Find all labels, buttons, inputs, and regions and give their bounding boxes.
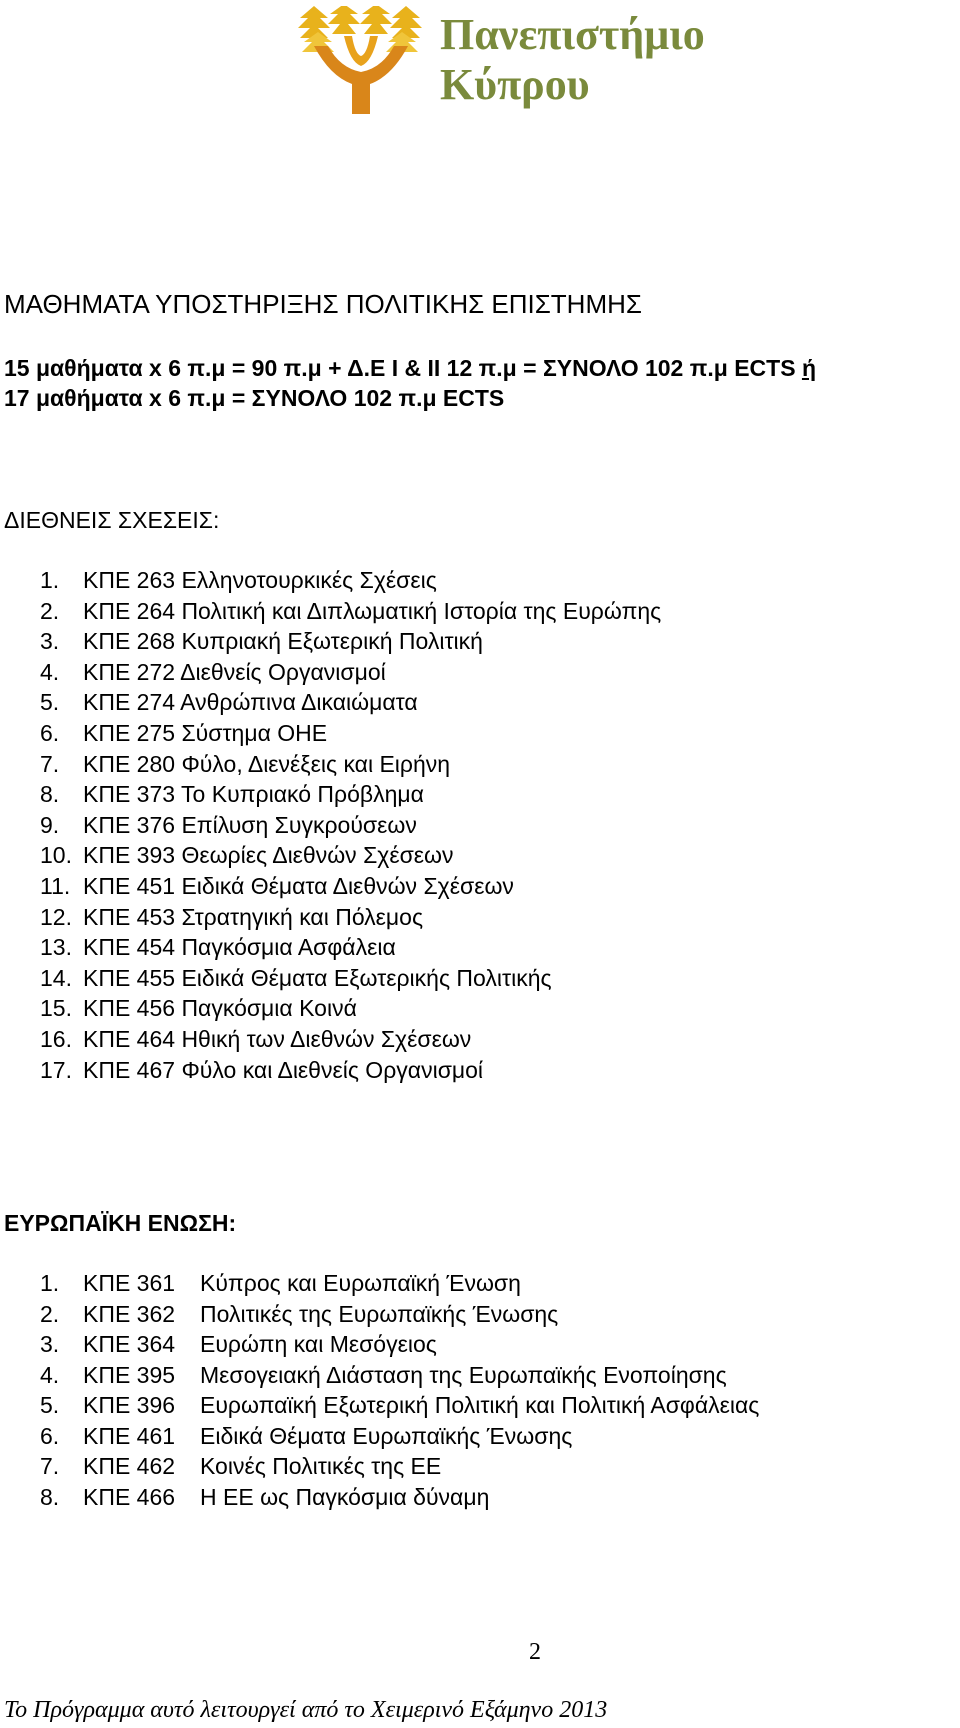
course-code: ΚΠΕ 466 (83, 1483, 176, 1510)
course-title: Κοινές Πολιτικές της ΕΕ (200, 1453, 442, 1479)
list-number: 10. (40, 842, 72, 869)
university-logo (290, 6, 750, 118)
course-title: Ευρώπη και Μεσόγειος (200, 1331, 437, 1357)
course-text: ΚΠΕ 268 Κυπριακή Εξωτερική Πολιτική (83, 628, 483, 655)
section-heading-european-union: ΕΥΡΩΠΑΪΚΗ ΕΝΩΣΗ: (4, 1210, 237, 1236)
list-number: 5. (40, 1392, 60, 1418)
course-code: ΚΠΕ 395 (83, 1361, 176, 1388)
university-name (440, 10, 705, 110)
list-number: 11. (40, 872, 71, 899)
section-heading-international-relations: ΔΙΕΘΝΕΙΣ ΣΧΕΣΕΙΣ: (4, 507, 220, 533)
list-number: 5. (40, 689, 60, 716)
list-number: 4. (40, 658, 60, 685)
course-text: ΚΠΕ 272 Διεθνείς Οργανισμοί (83, 658, 386, 685)
course-code: ΚΠΕ 364 (83, 1331, 176, 1357)
list-number: 2. (40, 597, 60, 624)
course-code: ΚΠΕ 396 (83, 1392, 176, 1418)
list-number: 16. (40, 1025, 72, 1052)
tree-logo-icon (290, 6, 430, 114)
ects-line-1-text: 15 μαθήματα x 6 π.μ = 90 π.μ + Δ.Ε Ι & ΙΙ 12 π.μ = ΣΥΝΟΛΟ 102 π.μ ECTS (4, 355, 802, 381)
list-number: 3. (40, 628, 60, 655)
course-text: ΚΠΕ 275 Σύστημα ΟΗΕ (83, 719, 328, 746)
university-name-line1: Πανεπιστήμιο (440, 10, 705, 59)
course-text: ΚΠΕ 453 Στρατηγική και Πόλεμος (83, 903, 424, 930)
course-text: ΚΠΕ 280 Φύλο, Διενέξεις και Ειρήνη (83, 750, 451, 777)
course-text: ΚΠΕ 264 Πολιτική και Διπλωματική Ιστορία της Ευρώπης (83, 597, 662, 624)
course-title: Πολιτικές της Ευρωπαϊκής Ένωσης (200, 1300, 559, 1327)
page-number: 2 (529, 1639, 541, 1665)
list-number: 7. (40, 750, 60, 777)
course-title: Ειδικά Θέματα Ευρωπαϊκής Ένωσης (200, 1422, 573, 1449)
course-text: ΚΠΕ 456 Παγκόσμια Κοινά (83, 995, 357, 1022)
footer-note: Το Πρόγραμμα αυτό λειτουργεί από το Χειμερινό Εξάμηνο 2013 (4, 1697, 608, 1723)
course-code: ΚΠΕ 362 (83, 1300, 176, 1327)
list-number: 1. (40, 567, 60, 593)
course-title: Κύπρος και Ευρωπαϊκή Ένωση (200, 1270, 521, 1296)
list-number: 4. (40, 1361, 60, 1388)
page-title: ΜΑΘΗΜΑΤΑ ΥΠΟΣΤΗΡΙΞΗΣ ΠΟΛΙΤΙΚΗΣ ΕΠΙΣΤΗΜΗΣ (4, 289, 642, 319)
course-code: ΚΠΕ 361 (83, 1270, 176, 1296)
ects-summary (4, 353, 816, 413)
list-number: 6. (40, 719, 60, 746)
ects-or: ή (801, 355, 816, 381)
list-number: 14. (40, 964, 72, 991)
course-text: ΚΠΕ 467 Φύλο και Διεθνείς Οργανισμοί (83, 1056, 484, 1083)
course-text: ΚΠΕ 263 Ελληνοτουρκικές Σχέσεις (83, 567, 437, 593)
course-code: ΚΠΕ 462 (83, 1453, 176, 1479)
course-text: ΚΠΕ 376 Επίλυση Συγκρούσεων (83, 811, 417, 838)
list-number: 15. (40, 995, 72, 1022)
list-number: 1. (40, 1270, 60, 1296)
course-text: ΚΠΕ 464 Ηθική των Διεθνών Σχέσεων (83, 1025, 472, 1052)
list-number: 8. (40, 781, 60, 808)
list-number: 9. (40, 811, 60, 838)
university-name-line2: Κύπρου (440, 60, 590, 109)
course-text: ΚΠΕ 454 Παγκόσμια Ασφάλεια (83, 934, 396, 961)
ects-line-1 (4, 353, 816, 383)
list-number: 12. (40, 903, 72, 930)
course-title: Ευρωπαϊκή Εξωτερική Πολιτική και Πολιτική Ασφάλειας (200, 1392, 760, 1418)
course-title: Μεσογειακή Διάσταση της Ευρωπαϊκής Ενοποίησης (200, 1361, 727, 1388)
list-number: 2. (40, 1300, 60, 1327)
course-code: ΚΠΕ 461 (83, 1422, 176, 1449)
course-text: ΚΠΕ 274 Ανθρώπινα Δικαιώματα (83, 689, 418, 716)
course-text: ΚΠΕ 451 Ειδικά Θέματα Διεθνών Σχέσεων (83, 872, 514, 899)
ects-line-2: 17 μαθήματα x 6 π.μ = ΣΥΝΟΛΟ 102 π.μ ECTS (4, 385, 505, 411)
list-number: 7. (40, 1453, 60, 1479)
list-number: 6. (40, 1422, 60, 1449)
course-text: ΚΠΕ 455 Ειδικά Θέματα Εξωτερικής Πολιτικής (83, 964, 552, 991)
list-number: 8. (40, 1483, 60, 1510)
course-text: ΚΠΕ 373 Το Κυπριακό Πρόβλημα (83, 781, 424, 808)
list-number: 13. (40, 934, 72, 961)
list-number: 17. (40, 1056, 72, 1083)
course-text: ΚΠΕ 393 Θεωρίες Διεθνών Σχέσεων (83, 842, 454, 869)
course-title: Η ΕΕ ως Παγκόσμια δύναμη (200, 1483, 490, 1510)
list-number: 3. (40, 1331, 60, 1357)
